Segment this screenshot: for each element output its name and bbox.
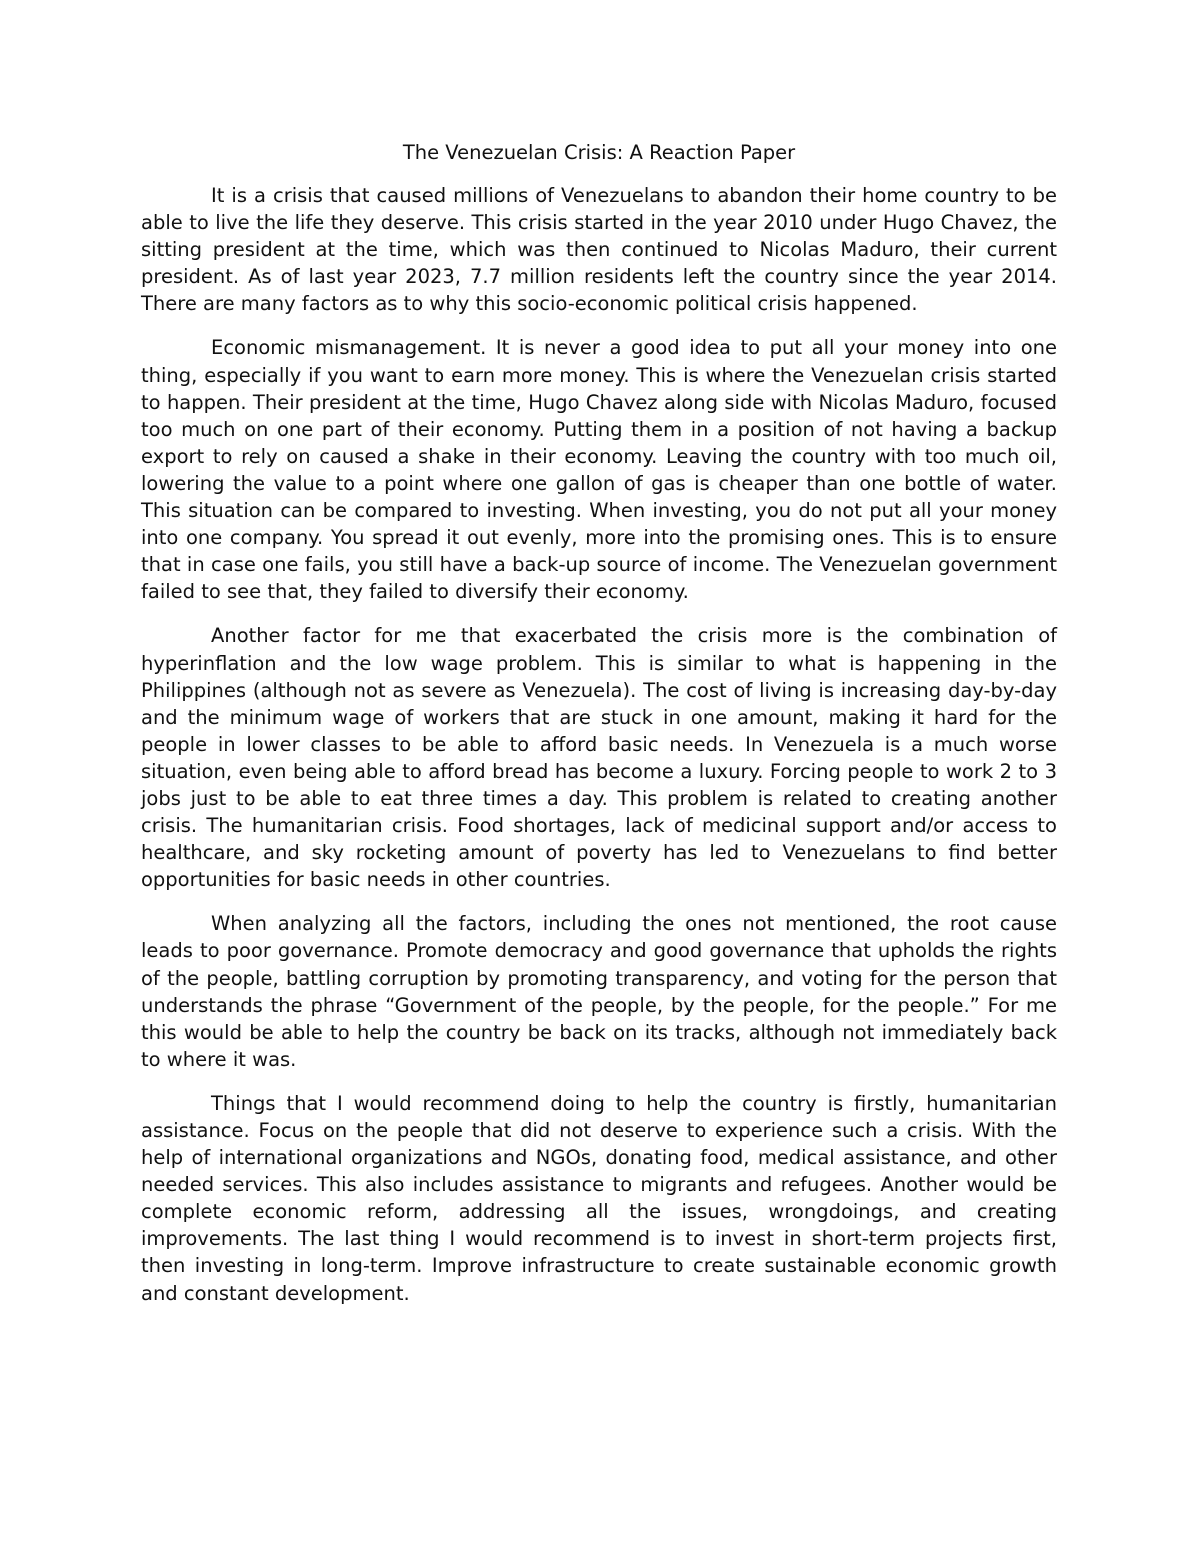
- document-title: The Venezuelan Crisis: A Reaction Paper: [402, 141, 796, 164]
- paragraph-economic-mismanagement: Economic mismanagement. It is never a good idea to put all your money into one thing, especially if you want to earn more money. This is where the Venezuelan crisis started to happen. Their president at the time, Hugo Chavez along side with Nicolas Maduro, focused too much on one part of their economy. Putting them in a position of not having a backup export to rely on caused a shake in their economy. Leaving the country with too much oil, lowering the value to a point where one gallon of gas is cheaper than one bottle of water. This situation can be compared to investing. When investing, you do not put all your money into one company. You spread it out evenly, more into the promising ones. This is to ensure that in case one fails, you still have a back-up source of income. The Venezuelan government failed to see that, they failed to diversify their economy.: [141, 336, 1057, 604]
- paragraph-recommendations: Things that I would recommend doing to help the country is firstly, humanitarian assistance. Focus on the people that did not deserve to experience such a crisis. With the help of international organizations and NGOs, donating food, medical assistance, and other needed services. This also includes assistance to migrants and refugees. Another would be complete economic reform, addressing all the issues, wrongdoings, and creating improvements. The last thing I would recommend is to invest in short-term projects first, then investing in long-term. Improve infrastructure to create sustainable economic growth and constant development.: [141, 1091, 1057, 1305]
- paragraph-governance: When analyzing all the factors, including the ones not mentioned, the root cause leads to poor governance. Promote democracy and good governance that upholds the rights of the people, battling corruption by promoting transparency, and voting for the person that understands the phrase “Government of the people, by the people, for the people.” For me this would be able to help the country be back on its tracks, although not immediately back to where it was.: [141, 912, 1057, 1071]
- paragraph-introduction: It is a crisis that caused millions of Venezuelans to abandon their home country to be able to live the life they deserve. This crisis started in the year 2010 under Hugo Chavez, the sitting president at the time, which was then continued to Nicolas Maduro, their current president. As of last year 2023, 7.7 million residents left the country since the year 2014. There are many factors as to why this socio-economic political crisis happened.: [141, 184, 1057, 316]
- document-body: [141, 139, 1057, 1307]
- paragraph-hyperinflation: Another factor for me that exacerbated the crisis more is the combination of hyperinflation and the low wage problem. This is similar to what is happening in the Philippines (although not as severe as Venezuela). The cost of living is increasing day-by-day and the minimum wage of workers that are stuck in one amount, making it hard for the people in lower classes to be able to afford basic needs. In Venezuela is a much worse situation, even being able to afford bread has become a luxury. Forcing people to work 2 to 3 jobs just to be able to eat three times a day. This problem is related to creating another crisis. The humanitarian crisis. Food shortages, lack of medicinal support and/or access to healthcare, and sky rocketing amount of poverty has led to Venezuelans to find better opportunities for basic needs in other countries.: [141, 624, 1057, 892]
